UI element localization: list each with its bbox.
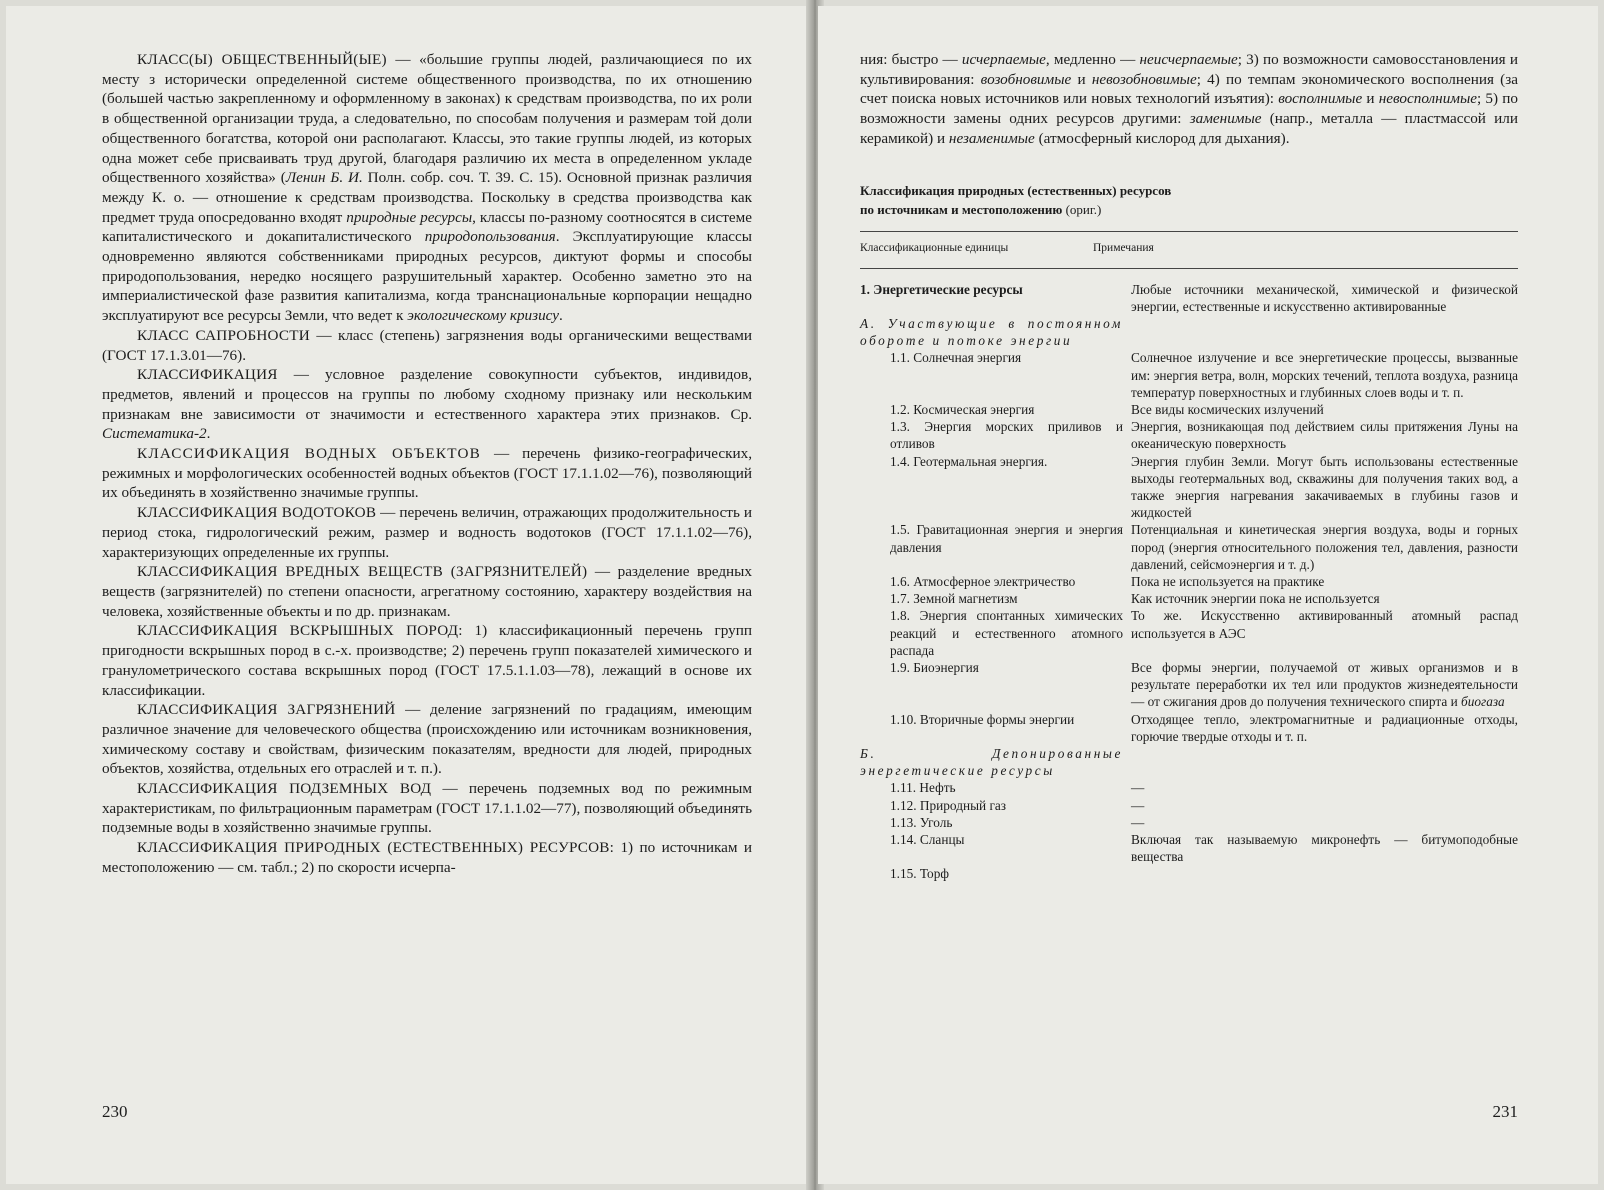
table-row: 1.4. Геотермальная энергия. Энергия глубин Земли. Могут быть использованы естественные выходы геотермальных вод, скважины для получения таких вод, а также энергия нагревания закачиваемых в глубины газов и жидкостей xyxy=(890,453,1518,521)
right-page xyxy=(818,6,1598,1184)
table-row: 1.14. Сланцы Включая так называемую микронефть — битумоподобные вещества xyxy=(890,832,1518,865)
entry-klass-saprobnosti: КЛАСС САПРОБНОСТИ — класс (степень) загрязнения воды органическими веществами (ГОСТ 17.1.3.01—76). xyxy=(102,326,752,364)
entry-klassifikatsiya-vodnykh-obektov: КЛАССИФИКАЦИЯ ВОДНЫХ ОБЪЕКТОВ — перечень физико-географических, режимных и морфологических особенностей водных объектов (ГОСТ 17.1.1.02—76), позволяющий их объединять в хозяйственно значимые группы. xyxy=(102,445,752,502)
table-row: 1.8. Энергия спонтанных химических реакций и естественного атомного распада То же. Искусственно активированный атомный распад используется в АЭС xyxy=(890,608,1518,658)
table-header xyxy=(860,232,1518,268)
table-row: 1.6. Атмосферное электричество Пока не используется на практике xyxy=(890,573,1325,589)
table-section-row: Б. Депонированные энергетические ресурсы xyxy=(860,746,1123,779)
table-row: 1.15. Торф xyxy=(890,866,949,882)
entry-continuation: ния: быстро — исчерпаемые, медленно — неисчерпаемые; 3) по возможности самовосстановления и культивирования: возобновимые и невозобновимые; 4) по темпам экономического восполнения (за счет поиска новых источников или новых технологий изъятия): восполнимые и невосполнимые; 5) по возможности замены одних ресурсов другими: заменимые (напр., металла — пластмассой или керамикой) и незаменимые (атмосферный кислород для дыхания). xyxy=(860,51,1519,147)
table-row: 1.11. Нефть — xyxy=(890,780,1145,796)
table-row: 1. Энергетические ресурсы Любые источники механической, химической и физической энергии, естественные и искусственно активированные xyxy=(860,281,1518,314)
table-row: 1.9. Биоэнергия Все формы энергии, получаемой от живых организмов и в результате переработки их тел или продуктов жизнедеятельности — от сжигания дров до получения технического спирта и биогаза xyxy=(890,659,1518,710)
entry-klassy-obshchestvennye: КЛАСС(Ы) ОБЩЕСТВЕННЫЙ(ЫЕ) — «большие группы людей, различающиеся по их месту з исторически определенной системе общественного производства, по их отношению (большей частью закрепленному и оформленному в законах) к средствам производства, по их роли в общественной организации труда, а следовательно, по способам получения и размерам той доли общественного богатства, которой они располагают. Классы, это такие группы людей, из которых одна может себе присваивать труд другой, благодаря различию их места в определенном укладе общественного хозяйства» (Ленин Б. И. Полн. собр. соч. Т. 39. С. 15). Основной признак различия между К. о. — отношение к средствам производства. Поскольку в средства производства как предмет труда опосредованно входят природные ресурсы, классы по-разному соотносятся в системе капиталистического и докапиталистического природопользования. Эксплуатирующие классы одновременно являются собственниками природных ресурсов, диктуют формы и способы природопользования, нередко носящего разрушительный характер. Особенно заметно это на империалистической фазе развития капитализма, когда транснациональные корпорации нещадно эксплуатируют все ресурсы Земли, что ведет к экологическому кризису. xyxy=(102,51,752,325)
table-row: 1.7. Земной магнетизм Как источник энергии пока не используется xyxy=(890,591,1380,607)
table-row: 1.5. Гравитационная энергия и энергия давления Потенциальная и кинетическая энергия воздуха, воды и горных пород (энергия относительного положения тел, давления, разности давлений, сейсмоэнергия и т. д.) xyxy=(890,522,1518,572)
column-header-notes: Примечания xyxy=(1093,241,1154,254)
column-header-units: Классификационные единицы xyxy=(860,241,1009,254)
table-row: 1.12. Природный газ — xyxy=(890,797,1145,813)
entry-klassifikatsiya: КЛАССИФИКАЦИЯ — условное разделение совокупности субъектов, индивидов, предметов, явлений и процессов на группы по любому сходному признаку или нескольким признакам вне зависимости от значимости и естественного характера этих признаков. Ср. Систематика-2. xyxy=(102,366,752,443)
resources-table xyxy=(860,281,1518,883)
entry-klassifikatsiya-vodotokov: КЛАССИФИКАЦИЯ ВОДОТОКОВ — перечень величин, отражающих продолжительность и период стока, гидрологический режим, размер и водность водотоков (ГОСТ 17.1.1.02—76), характеризующих определенные их группы. xyxy=(102,504,752,561)
entry-klassifikatsiya-vskryshnykh-porod: КЛАССИФИКАЦИЯ ВСКРЫШНЫХ ПОРОД: 1) классификационный перечень групп пригодности вскрышных пород в с.-х. производстве; 2) перечень групп показателей химического и гранулометрического состава вскрышных пород (ГОСТ 17.5.1.1.03—78), лежащий в основе их классификации. xyxy=(102,622,752,699)
table-row: 1.13. Уголь — xyxy=(890,814,1145,830)
entry-klassifikatsiya-prirodnykh-resursov: КЛАССИФИКАЦИЯ ПРИРОДНЫХ (ЕСТЕСТВЕННЫХ) РЕСУРСОВ: 1) по источникам и местоположению — см. табл.; 2) по скорости исчерпа- xyxy=(102,839,753,876)
page-number-right: 231 xyxy=(1492,1102,1518,1121)
dictionary-entries xyxy=(102,50,752,878)
left-page xyxy=(6,6,812,1184)
entry-klassifikatsiya-zagryazneniy: КЛАССИФИКАЦИЯ ЗАГРЯЗНЕНИЙ — деление загрязнений по градациям, имеющим различное значение для человеческого общества (происхождению или источникам возникновения, химическому составу и свойствам, физическим показателям, вредности для людей, природных объектов, хозяйства, отдельных его отраслей и т. п.). xyxy=(102,701,753,778)
page-number-left: 230 xyxy=(102,1102,128,1121)
table-row: 1.1. Солнечная энергия Солнечное излучение и все энергетические процессы, вызванные им: энергия ветра, волн, морских течений, теплота воздуха, разница температур поверхностных и глубинных слоев воды и т. п. xyxy=(890,350,1518,400)
table-caption: Классификация природных (естественных) ресурсов по источникам и местоположению (ориг.) xyxy=(860,182,1172,217)
table-row: 1.2. Космическая энергия Все виды космических излучений xyxy=(890,401,1324,417)
table-section-row: А. Участвующие в постоянном обороте и потоке энергии xyxy=(860,315,1123,349)
table-header-rule xyxy=(860,268,1518,269)
table-row: 1.3. Энергия морских приливов и отливов Энергия, возникающая под действием силы притяжения Луны на океаническую поверхность xyxy=(890,419,1518,452)
table-row: 1.10. Вторичные формы энергии Отходящее тепло, электромагнитные и радиационные отходы, горючие твердые отходы и т. п. xyxy=(890,711,1518,744)
entry-klassifikatsiya-vrednykh-veshchestv: КЛАССИФИКАЦИЯ ВРЕДНЫХ ВЕЩЕСТВ (ЗАГРЯЗНИТЕЛЕЙ) — разделение вредных веществ (загрязнителей) по степени опасности, агрегатному состоянию, характеру воздействия на человека, хозяйственные объекты и по др. признакам. xyxy=(102,563,752,620)
entry-klassifikatsiya-podzemnykh-vod: КЛАССИФИКАЦИЯ ПОДЗЕМНЫХ ВОД — перечень подземных вод по режимным характеристикам, по фильтрационным параметрам (ГОСТ 17.1.1.02—77), позволяющий объединять подземные воды в хозяйственно значимые группы. xyxy=(102,780,752,837)
